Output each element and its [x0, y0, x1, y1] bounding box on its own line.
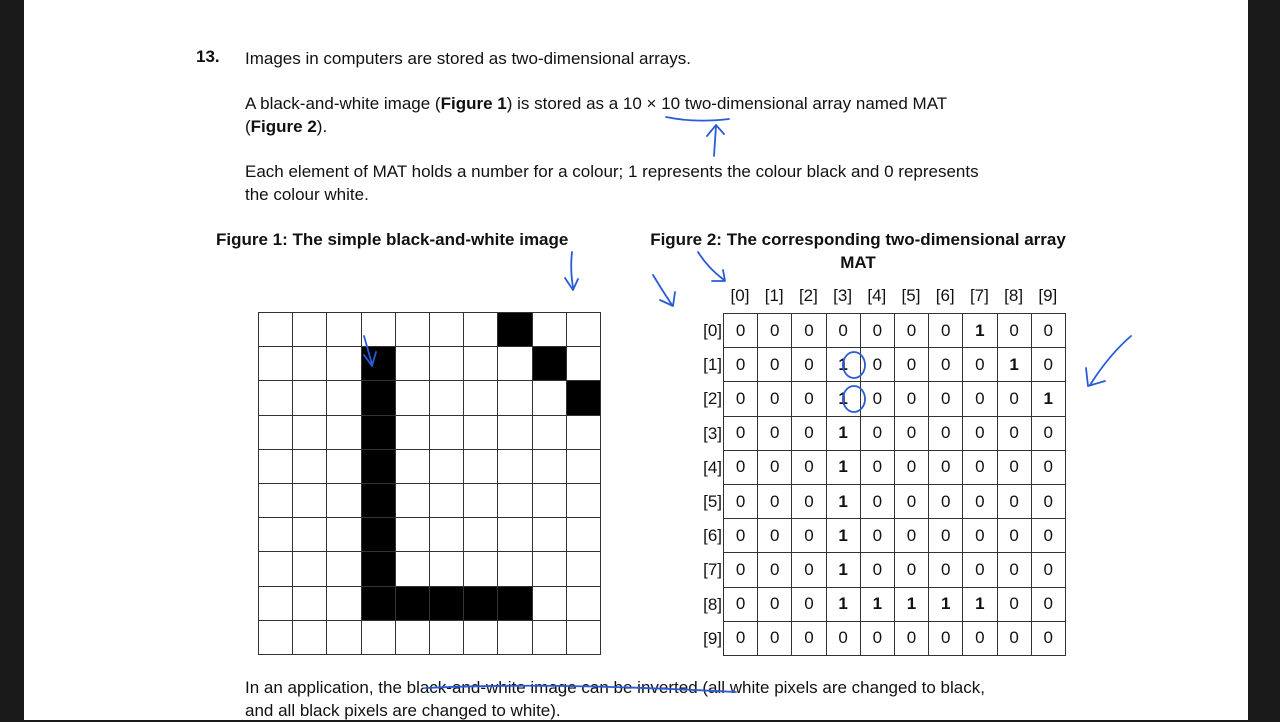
array-cell: 0 [998, 382, 1032, 416]
array-cell: 0 [998, 622, 1032, 656]
array-cell: 0 [792, 485, 826, 519]
row-header: [3] [703, 423, 722, 443]
array-cell: 0 [861, 519, 895, 553]
column-header: [4] [867, 286, 887, 305]
pixel-cell [293, 381, 327, 415]
array-cell: 0 [895, 451, 929, 485]
pixel-cell [533, 416, 567, 450]
pixel-cell [533, 347, 567, 381]
array-cell: 0 [724, 314, 758, 348]
array-cell: 0 [758, 417, 792, 451]
column-header: [2] [798, 286, 818, 305]
array-cell: 0 [1032, 519, 1066, 553]
para2-text-1: A black-and-white image ( [245, 94, 441, 113]
array-cell: 0 [998, 588, 1032, 622]
array-cell: 0 [758, 314, 792, 348]
pixel-cell [498, 552, 532, 586]
array-cell: 1 [963, 588, 997, 622]
array-cell: 0 [861, 348, 895, 382]
pixel-cell [498, 313, 532, 347]
pixel-cell [362, 621, 396, 655]
array-cell: 0 [724, 588, 758, 622]
column-header: [3] [833, 286, 853, 305]
question-intro: Images in computers are stored as two-dimensional arrays. [245, 49, 691, 68]
row-header: [4] [703, 457, 722, 477]
array-cell: 0 [963, 519, 997, 553]
array-cell: 0 [758, 622, 792, 656]
pixel-cell [464, 381, 498, 415]
array-cell: 0 [1032, 417, 1066, 451]
array-cell: 0 [929, 314, 963, 348]
array-cell: 0 [792, 348, 826, 382]
row-header: [8] [703, 594, 722, 614]
pixel-cell [396, 621, 430, 655]
array-cell: 0 [724, 485, 758, 519]
pixel-cell [430, 416, 464, 450]
pixel-cell [533, 552, 567, 586]
row-header: [7] [703, 560, 722, 580]
array-cell: 0 [929, 451, 963, 485]
pixel-cell [396, 347, 430, 381]
pixel-cell [259, 621, 293, 655]
arrow-down-figure1 [565, 252, 578, 290]
pixel-cell [567, 621, 601, 655]
para2-figure2-ref: Figure 2 [250, 117, 317, 136]
pixel-cell [498, 484, 532, 518]
array-cell: 0 [929, 485, 963, 519]
array-cell: 0 [1032, 348, 1066, 382]
array-cell: 1 [827, 348, 861, 382]
pixel-cell [293, 450, 327, 484]
array-cell: 0 [792, 417, 826, 451]
pixel-cell [327, 484, 361, 518]
pixel-cell [430, 313, 464, 347]
array-cell: 0 [1032, 588, 1066, 622]
pixel-cell [533, 450, 567, 484]
array-cell: 1 [827, 553, 861, 587]
pixel-cell [533, 313, 567, 347]
pixel-cell [567, 347, 601, 381]
array-cell: 0 [827, 314, 861, 348]
pixel-cell [464, 484, 498, 518]
pixel-cell [567, 381, 601, 415]
array-cell: 0 [861, 382, 895, 416]
pixel-cell [396, 587, 430, 621]
array-cell: 0 [758, 382, 792, 416]
array-cell: 0 [963, 553, 997, 587]
arrow-right-margin [1086, 336, 1131, 386]
array-cell: 0 [929, 382, 963, 416]
array-cell: 1 [963, 314, 997, 348]
figure1-title: Figure 1: The simple black-and-white image [216, 230, 569, 249]
pixel-cell [362, 416, 396, 450]
pixel-cell [498, 621, 532, 655]
pixel-cell [327, 450, 361, 484]
pixel-cell [464, 552, 498, 586]
pixel-cell [362, 552, 396, 586]
array-cell: 0 [724, 622, 758, 656]
pixel-cell [293, 621, 327, 655]
pixel-cell [430, 347, 464, 381]
array-cell: 0 [792, 382, 826, 416]
pixel-cell [259, 518, 293, 552]
array-cell: 1 [827, 417, 861, 451]
pixel-cell [327, 347, 361, 381]
pixel-cell [567, 587, 601, 621]
row-header: [6] [703, 526, 722, 546]
pixel-cell [533, 587, 567, 621]
pixel-cell [396, 484, 430, 518]
pixel-cell [259, 313, 293, 347]
pixel-cell [430, 621, 464, 655]
array-cell: 0 [792, 553, 826, 587]
array-cell: 0 [861, 314, 895, 348]
pixel-cell [293, 518, 327, 552]
pixel-cell [259, 450, 293, 484]
pixel-cell [498, 587, 532, 621]
array-cell: 0 [861, 553, 895, 587]
row-header: [2] [703, 389, 722, 409]
array-cell: 1 [827, 382, 861, 416]
array-cell: 0 [758, 519, 792, 553]
array-cell: 0 [895, 314, 929, 348]
array-cell: 0 [929, 417, 963, 451]
pixel-cell [327, 381, 361, 415]
array-cell: 0 [861, 451, 895, 485]
row-header: [5] [703, 492, 722, 511]
figure2-title: Figure 2: The corresponding two-dimensional array MAT [650, 230, 1066, 272]
arrow-col-header-a [653, 275, 675, 306]
figure2-array-grid [723, 313, 1066, 656]
pixel-cell [396, 518, 430, 552]
array-cell: 0 [998, 553, 1032, 587]
column-header: [1] [764, 286, 784, 305]
pixel-cell [430, 552, 464, 586]
question-paragraph-3: Each element of MAT holds a number for a colour; 1 represents the colour black and 0 represents the colour white. [245, 162, 979, 204]
array-cell: 0 [963, 417, 997, 451]
array-cell: 0 [929, 519, 963, 553]
pixel-cell [259, 347, 293, 381]
pixel-cell [430, 450, 464, 484]
pixel-cell [533, 484, 567, 518]
array-cell: 0 [724, 382, 758, 416]
array-cell: 0 [792, 622, 826, 656]
pixel-cell [293, 347, 327, 381]
pixel-cell [327, 416, 361, 450]
column-header: [7] [969, 286, 989, 305]
pixel-cell [464, 347, 498, 381]
array-cell: 0 [758, 451, 792, 485]
pixel-cell [464, 621, 498, 655]
array-cell: 0 [998, 451, 1032, 485]
figure1-image-grid [258, 312, 601, 655]
array-cell: 1 [895, 588, 929, 622]
array-cell: 0 [929, 622, 963, 656]
array-cell: 1 [861, 588, 895, 622]
pixel-cell [498, 416, 532, 450]
array-cell: 1 [827, 451, 861, 485]
array-cell: 0 [758, 485, 792, 519]
pixel-cell [498, 381, 532, 415]
column-header: [6] [935, 286, 955, 305]
exam-page [24, 0, 1248, 720]
array-cell: 1 [929, 588, 963, 622]
question-paragraph-2 [245, 92, 1005, 138]
array-cell: 0 [724, 451, 758, 485]
row-header: [9] [703, 628, 722, 648]
pixel-cell [362, 518, 396, 552]
pixel-cell [567, 313, 601, 347]
pixel-cell [293, 552, 327, 586]
array-cell: 0 [929, 553, 963, 587]
pixel-cell [259, 587, 293, 621]
array-cell: 0 [998, 417, 1032, 451]
array-cell: 0 [1032, 451, 1066, 485]
column-header: [0] [730, 286, 750, 305]
array-cell: 0 [827, 622, 861, 656]
pixel-cell [464, 518, 498, 552]
array-cell: 0 [895, 519, 929, 553]
para2-text-3: ). [316, 117, 328, 136]
array-cell: 0 [792, 314, 826, 348]
pixel-cell [259, 381, 293, 415]
array-cell: 0 [998, 485, 1032, 519]
pixel-cell [362, 450, 396, 484]
para2-figure1-ref: Figure 1 [440, 94, 507, 113]
pixel-cell [567, 450, 601, 484]
array-cell: 1 [1032, 382, 1066, 416]
question-number: 13. [196, 47, 220, 66]
pixel-cell [327, 313, 361, 347]
array-cell: 0 [963, 451, 997, 485]
pixel-cell [396, 450, 430, 484]
array-cell: 0 [1032, 622, 1066, 656]
pixel-cell [293, 416, 327, 450]
array-cell: 0 [792, 451, 826, 485]
pixel-cell [533, 621, 567, 655]
column-header: [8] [1004, 286, 1024, 305]
pixel-cell [362, 484, 396, 518]
array-cell: 0 [758, 553, 792, 587]
pixel-cell [464, 313, 498, 347]
pixel-cell [533, 381, 567, 415]
array-cell: 1 [998, 348, 1032, 382]
para2-text-2: ) is stored as a 10 × 10 two-dimensional array named MAT ( [245, 94, 947, 136]
row-header: [1] [703, 355, 722, 375]
pixel-cell [430, 518, 464, 552]
array-cell: 0 [758, 348, 792, 382]
pixel-cell [327, 587, 361, 621]
array-cell: 0 [1032, 553, 1066, 587]
array-cell: 0 [998, 519, 1032, 553]
array-cell: 0 [963, 382, 997, 416]
pixel-cell [293, 484, 327, 518]
pixel-cell [498, 347, 532, 381]
pixel-cell [327, 621, 361, 655]
array-cell: 0 [861, 417, 895, 451]
pixel-cell [533, 518, 567, 552]
pixel-cell [396, 552, 430, 586]
pixel-cell [567, 416, 601, 450]
pixel-cell [293, 587, 327, 621]
pixel-cell [362, 313, 396, 347]
question-paragraph-4: In an application, the black-and-white image can be inverted (all white pixels are changed to black, and all black pixels are changed to white). [245, 678, 985, 720]
array-cell: 0 [895, 382, 929, 416]
pixel-cell [362, 587, 396, 621]
array-cell: 0 [895, 622, 929, 656]
array-cell: 0 [895, 485, 929, 519]
array-cell: 0 [929, 348, 963, 382]
array-cell: 0 [963, 622, 997, 656]
pixel-cell [362, 381, 396, 415]
pixel-cell [464, 587, 498, 621]
pixel-cell [259, 552, 293, 586]
array-cell: 0 [963, 485, 997, 519]
pixel-cell [259, 416, 293, 450]
array-cell: 0 [758, 588, 792, 622]
array-cell: 0 [1032, 485, 1066, 519]
array-cell: 0 [895, 348, 929, 382]
pixel-cell [327, 518, 361, 552]
pixel-cell [430, 587, 464, 621]
array-cell: 0 [861, 485, 895, 519]
array-cell: 1 [827, 519, 861, 553]
pixel-cell [430, 484, 464, 518]
pixel-cell [567, 518, 601, 552]
pixel-cell [567, 484, 601, 518]
array-cell: 0 [724, 348, 758, 382]
pixel-cell [259, 484, 293, 518]
pixel-cell [396, 416, 430, 450]
pixel-cell [293, 313, 327, 347]
array-cell: 1 [827, 485, 861, 519]
pixel-cell [498, 450, 532, 484]
array-cell: 0 [792, 588, 826, 622]
pixel-cell [498, 518, 532, 552]
array-cell: 0 [724, 519, 758, 553]
pixel-cell [567, 552, 601, 586]
row-header: [0] [703, 321, 722, 340]
pixel-cell [464, 450, 498, 484]
array-cell: 0 [998, 314, 1032, 348]
pixel-cell [327, 552, 361, 586]
array-cell: 0 [963, 348, 997, 382]
array-cell: 0 [895, 553, 929, 587]
array-cell: 0 [724, 553, 758, 587]
array-cell: 1 [827, 588, 861, 622]
pixel-cell [396, 313, 430, 347]
column-header: [5] [901, 286, 921, 305]
column-header: [9] [1038, 286, 1058, 305]
array-cell: 0 [861, 622, 895, 656]
array-cell: 0 [792, 519, 826, 553]
array-cell: 0 [724, 417, 758, 451]
pixel-cell [362, 347, 396, 381]
array-cell: 0 [895, 417, 929, 451]
pixel-cell [464, 416, 498, 450]
pixel-cell [430, 381, 464, 415]
pixel-cell [396, 381, 430, 415]
array-cell: 0 [1032, 314, 1066, 348]
